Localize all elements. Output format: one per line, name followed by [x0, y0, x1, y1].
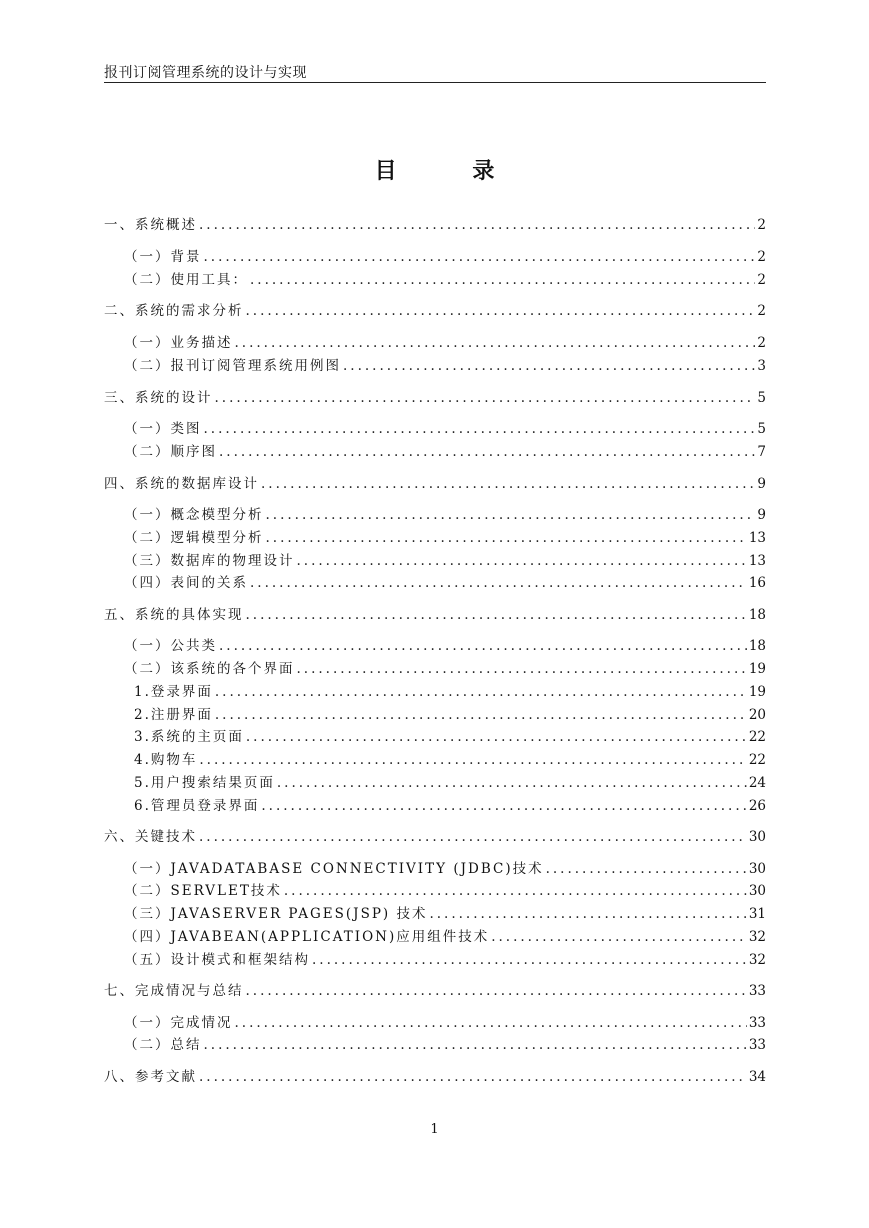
toc-entry[interactable] — [134, 774, 766, 792]
toc-entry[interactable] — [124, 443, 766, 461]
toc-label: （二）顺序图 — [124, 444, 217, 460]
toc-label: （一）业务描述 — [124, 335, 233, 351]
toc-entry[interactable] — [134, 797, 766, 815]
toc-page: 32 — [748, 929, 766, 945]
toc-page: 33 — [748, 1015, 766, 1031]
toc-page: 32 — [748, 952, 766, 968]
toc-page: 26 — [748, 798, 766, 814]
toc-label: （一）JAVADATABASE CONNECTIVITY (JDBC)技术 — [124, 861, 544, 877]
toc-leader — [261, 797, 746, 815]
toc-label: （一）背景 — [124, 249, 202, 265]
toc-label: （四）JAVABEAN(APPLICATION)应用组件技术 — [124, 929, 490, 945]
toc-label: 二、系统的需求分析 — [104, 303, 244, 319]
toc-leader — [246, 606, 747, 624]
toc-page: 22 — [748, 729, 766, 745]
toc-label: 一、系统概述 — [104, 217, 197, 233]
toc-label: 六、关键技术 — [104, 829, 197, 845]
toc-label: 1.登录界面 — [134, 684, 213, 700]
toc-leader — [312, 951, 747, 969]
toc-leader — [235, 334, 756, 352]
header-rule — [104, 82, 766, 83]
toc-label: （一）完成情况 — [124, 1015, 233, 1031]
toc-page: 19 — [748, 661, 766, 677]
toc-entry[interactable] — [124, 1036, 766, 1054]
toc-entry[interactable] — [124, 248, 766, 266]
toc-page: 7 — [757, 444, 766, 460]
toc-entry[interactable] — [104, 475, 766, 493]
toc-page: 33 — [748, 983, 766, 999]
toc-leader — [215, 706, 747, 724]
toc-page: 9 — [757, 507, 766, 523]
toc-entry[interactable] — [124, 1014, 766, 1032]
toc-label: （二）逻辑模型分析 — [124, 530, 264, 546]
toc-page: 2 — [757, 272, 766, 288]
toc-page: 24 — [748, 775, 766, 791]
toc-label: 八、参考文献 — [104, 1069, 197, 1085]
toc-leader — [215, 389, 756, 407]
toc-leader — [429, 905, 746, 923]
toc-entry[interactable] — [124, 506, 766, 524]
toc-page: 2 — [757, 249, 766, 265]
toc-entry[interactable] — [124, 905, 766, 923]
toc-leader — [199, 828, 747, 846]
toc-entry[interactable] — [134, 751, 766, 769]
toc-page: 2 — [757, 335, 766, 351]
toc-label: （二）该系统的各个界面 — [124, 661, 295, 677]
toc-label: （一）概念模型分析 — [124, 507, 264, 523]
toc-label: 四、系统的数据库设计 — [104, 476, 259, 492]
toc-label: （四）表间的关系 — [124, 575, 248, 591]
toc-leader — [546, 860, 747, 878]
toc-label: 5.用户搜索结果页面 — [134, 775, 275, 791]
toc-label: 2.注册界面 — [134, 707, 213, 723]
toc-entry[interactable] — [124, 637, 766, 655]
toc-entry[interactable] — [104, 606, 766, 624]
toc-entry[interactable] — [104, 1068, 766, 1086]
toc-entry[interactable] — [134, 683, 766, 701]
toc-leader — [204, 1036, 747, 1054]
toc-leader — [266, 506, 756, 524]
toc-entry[interactable] — [124, 271, 766, 289]
toc-page: 5 — [757, 390, 766, 406]
toc-page: 30 — [748, 861, 766, 877]
toc-page: 31 — [748, 906, 766, 922]
toc-leader — [491, 928, 747, 946]
toc-page: 2 — [757, 217, 766, 233]
toc-page: 30 — [748, 883, 766, 899]
toc-page: 34 — [748, 1069, 766, 1085]
toc-page: 5 — [757, 421, 766, 437]
toc-page: 33 — [748, 1037, 766, 1053]
toc-entry[interactable] — [124, 951, 766, 969]
toc-label: 4.购物车 — [134, 752, 198, 768]
toc-page: 30 — [748, 829, 766, 845]
toc-entry[interactable] — [104, 828, 766, 846]
toc-entry[interactable] — [124, 529, 766, 547]
toc-leader — [246, 302, 756, 320]
toc-label: （二）SERVLET技术 — [124, 883, 282, 899]
toc-leader — [199, 216, 755, 234]
toc-entry[interactable] — [124, 574, 766, 592]
toc-label: 三、系统的设计 — [104, 390, 213, 406]
toc-entry[interactable] — [124, 420, 766, 438]
toc-leader — [266, 529, 747, 547]
toc-leader — [219, 443, 755, 461]
toc-leader — [277, 774, 747, 792]
toc-page: 9 — [757, 476, 766, 492]
page-number: 1 — [430, 1122, 439, 1137]
toc-page: 13 — [748, 553, 766, 569]
toc-leader — [250, 271, 755, 289]
running-header: 报刊订阅管理系统的设计与实现 — [104, 65, 307, 81]
toc-label: （一）类图 — [124, 421, 202, 437]
toc-page: 19 — [748, 684, 766, 700]
toc-page: 2 — [757, 303, 766, 319]
toc-leader — [297, 552, 747, 570]
toc-leader — [204, 248, 756, 266]
toc-label: （三）数据库的物理设计 — [124, 553, 295, 569]
toc-entry[interactable] — [124, 882, 766, 900]
toc-leader — [204, 420, 756, 438]
toc-label: 五、系统的具体实现 — [104, 607, 244, 623]
toc-entry[interactable] — [134, 728, 766, 746]
toc-leader — [199, 1068, 747, 1086]
toc-label: （三）JAVASERVER PAGES(JSP) 技术 — [124, 906, 428, 922]
toc-leader — [250, 574, 747, 592]
toc-label: （五）设计模式和框架结构 — [124, 952, 310, 968]
toc-leader — [199, 751, 746, 769]
toc-entry[interactable] — [104, 389, 766, 407]
toc-entry[interactable] — [124, 334, 766, 352]
toc-label: 3.系统的主页面 — [134, 729, 244, 745]
toc-entry[interactable] — [124, 660, 766, 678]
toc-page: 22 — [748, 752, 766, 768]
toc-entry[interactable] — [104, 302, 766, 320]
toc-leader — [219, 637, 747, 655]
toc-page: 20 — [748, 707, 766, 723]
toc-label: 七、完成情况与总结 — [104, 983, 244, 999]
toc-page: 18 — [748, 607, 766, 623]
toc-label: （二）总结 — [124, 1037, 202, 1053]
toc-page: 3 — [757, 358, 766, 374]
toc-leader — [246, 728, 747, 746]
toc-label: （一）公共类 — [124, 638, 217, 654]
toc-leader — [284, 882, 747, 900]
toc-label: （二）使用工具： — [124, 272, 248, 288]
toc-entry[interactable] — [104, 982, 766, 1000]
toc-leader — [235, 1014, 747, 1032]
toc-label: （二）报刊订阅管理系统用例图 — [124, 358, 341, 374]
page-title: 目 录 — [374, 159, 529, 184]
toc-entry[interactable] — [124, 928, 766, 946]
toc-leader — [261, 475, 755, 493]
toc-entry[interactable] — [124, 860, 766, 878]
toc-leader — [343, 357, 755, 375]
toc-page: 18 — [748, 638, 766, 654]
toc-leader — [246, 982, 747, 1000]
toc-entry[interactable] — [134, 706, 766, 724]
toc-leader — [297, 660, 747, 678]
toc-entry[interactable] — [104, 216, 766, 234]
toc-page: 16 — [748, 575, 766, 591]
toc-entry[interactable] — [124, 552, 766, 570]
toc-entry[interactable] — [124, 357, 766, 375]
toc-label: 6.管理员登录界面 — [134, 798, 260, 814]
toc-leader — [215, 683, 747, 701]
toc-page: 13 — [748, 530, 766, 546]
